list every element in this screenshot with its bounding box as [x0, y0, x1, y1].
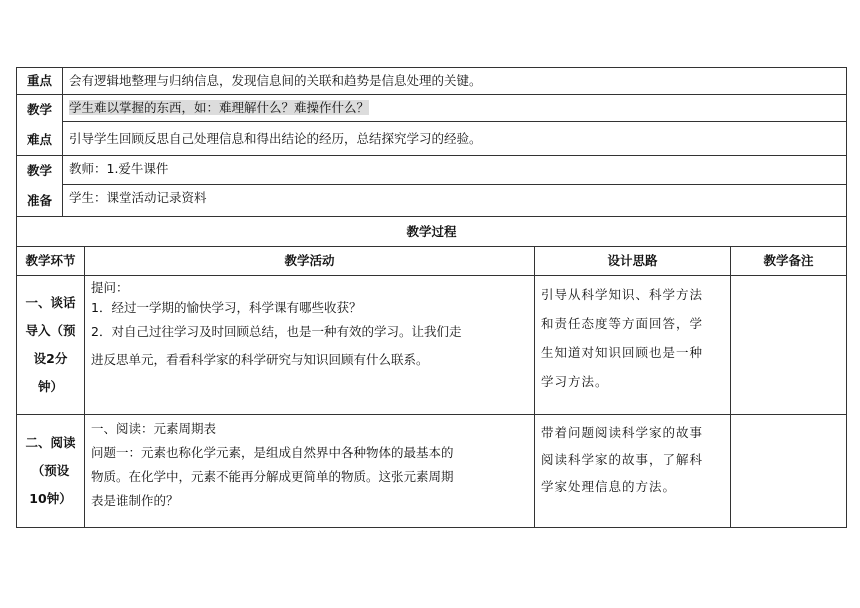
difficulty-row-1 — [17, 95, 847, 122]
prep-item-student: 学生：课堂活动记录资料 — [63, 185, 847, 217]
difficulty-label-line-1: 教学 — [26, 102, 52, 117]
difficulty-item-1-highlight: 学生难以掌握的东西，如：难理解什么？难操作什么？ — [69, 100, 370, 115]
key-point-row — [17, 68, 847, 95]
stage-1-line-3: 设2分 — [33, 351, 68, 366]
process-title-row — [17, 217, 847, 247]
difficulty-item-2: 引导学生回顾反思自己处理信息和得出结论的经历，总结探究学习的经验。 — [63, 122, 847, 156]
process-row-1 — [17, 276, 847, 415]
column-header-stage: 教学环节 — [17, 247, 85, 276]
difficulty-label — [17, 95, 63, 156]
stage-cell-2 — [17, 415, 85, 528]
process-row-2 — [17, 415, 847, 528]
activity-1-line-2: 1．经过一学期的愉快学习，科学课有哪些收获？ — [91, 300, 362, 315]
activity-1-line-3: 2．对自己过往学习及时回顾总结，也是一种有效的学习。让我们走 — [91, 324, 462, 339]
stage-2-line-2: （预设 — [31, 463, 70, 478]
stage-cell-1 — [17, 276, 85, 415]
key-point-text: 会有逻辑地整理与归纳信息，发现信息间的关联和趋势是信息处理的关键。 — [63, 68, 847, 95]
difficulty-row-2 — [17, 122, 847, 156]
notes-cell-1 — [731, 276, 847, 415]
stage-1-line-4: 钟） — [37, 379, 63, 394]
process-title: 教学过程 — [17, 217, 847, 247]
prep-row-1 — [17, 156, 847, 185]
activity-1-line-4: 进反思单元，看看科学家的科学研究与知识回顾有什么联系。 — [91, 352, 429, 367]
column-header-notes: 教学备注 — [731, 247, 847, 276]
prep-label — [17, 156, 63, 217]
prep-item-teacher: 教师：1.爱牛课件 — [63, 156, 847, 185]
key-point-label: 重点 — [17, 68, 63, 95]
design-cell-2 — [535, 415, 731, 528]
activity-cell-1 — [85, 276, 535, 415]
design-2-line-2: 阅读科学家的故事，了解科 — [541, 452, 704, 467]
stage-1-line-1: 一、谈话 — [25, 295, 76, 310]
stage-2-line-1: 二、阅读 — [25, 435, 76, 450]
stage-1-line-2: 导入（预 — [25, 323, 76, 338]
design-1-line-3: 生知道对知识回顾也是一种 — [541, 345, 704, 360]
design-1-line-4: 学习方法。 — [541, 374, 609, 389]
activity-2-line-4: 表是谁制作的？ — [91, 493, 179, 508]
activity-2-line-2: 问题一：元素也称化学元素，是组成自然界中各种物体的最基本的 — [91, 445, 454, 460]
design-2-line-3: 学家处理信息的方法。 — [541, 479, 677, 494]
difficulty-label-line-2: 难点 — [26, 132, 52, 147]
activity-1-line-1: 提问： — [91, 280, 129, 295]
design-1-line-2: 和责任态度等方面回答，学 — [541, 316, 704, 331]
difficulty-item-1 — [63, 95, 847, 122]
prep-row-2 — [17, 185, 847, 217]
lesson-plan-sheet — [16, 67, 846, 528]
stage-2-line-3: 10钟） — [29, 491, 72, 506]
activity-2-line-3: 物质。在化学中，元素不能再分解成更简单的物质。这张元素周期 — [91, 469, 454, 484]
process-header-row — [17, 247, 847, 276]
activity-cell-2 — [85, 415, 535, 528]
column-header-activity: 教学活动 — [85, 247, 535, 276]
activity-2-line-1: 一、阅读：元素周期表 — [91, 421, 217, 436]
lesson-plan-table — [16, 67, 847, 528]
notes-cell-2 — [731, 415, 847, 528]
prep-label-line-1: 教学 — [26, 163, 52, 178]
design-2-line-1: 带着问题阅读科学家的故事 — [541, 425, 704, 440]
column-header-design: 设计思路 — [535, 247, 731, 276]
design-cell-1 — [535, 276, 731, 415]
design-1-line-1: 引导从科学知识、科学方法 — [541, 287, 704, 302]
prep-label-line-2: 准备 — [26, 193, 52, 208]
